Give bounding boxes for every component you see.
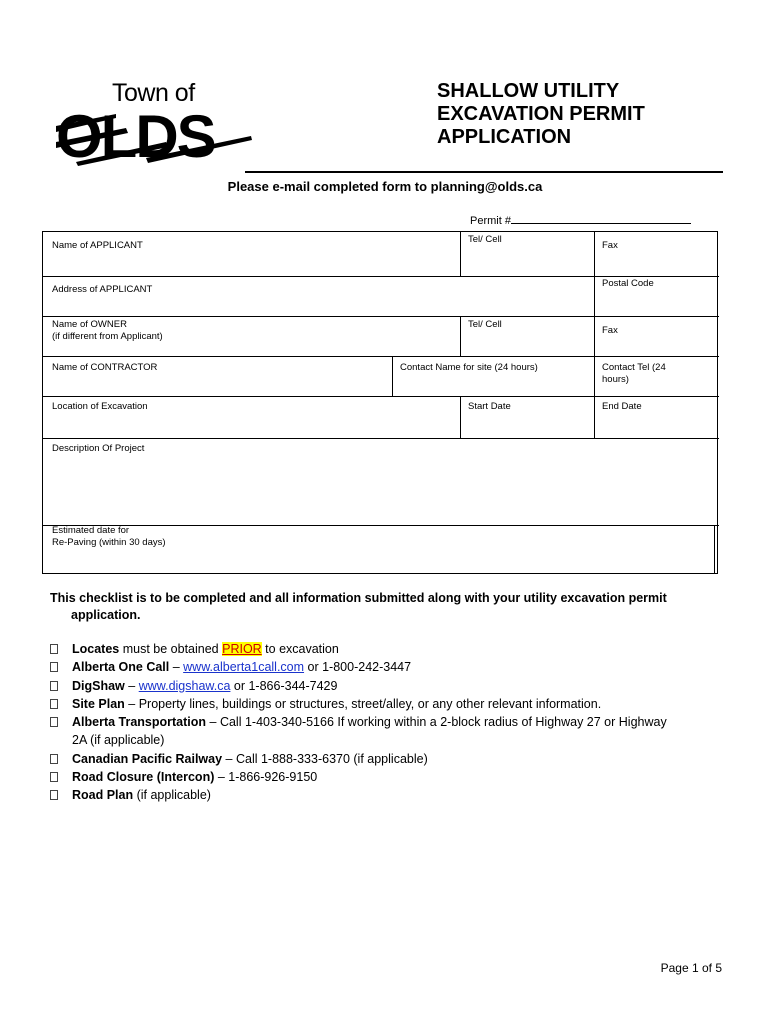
title-line-1: SHALLOW UTILITY [437,80,620,102]
item-text: – 1-866-926-9150 [214,770,318,785]
page-number: Page 1 of 5 [660,961,722,975]
item-text: to excavation [261,642,339,656]
end-date-label: End Date [602,401,642,412]
checkbox[interactable] [50,754,58,764]
col-divider [460,232,461,276]
item-text: – Call 1-888-333-6370 (if applicable) [222,751,428,766]
checkbox[interactable] [50,772,58,782]
start-date-label: Start Date [468,401,511,412]
tel-cell-label: Tel/ Cell [468,319,502,330]
project-description-label: Description Of Project [52,443,145,454]
checkbox[interactable] [50,790,58,800]
checklist-item-alberta-one-call [50,658,750,676]
col-divider [594,276,595,316]
contractor-name-label: Name of CONTRACTOR [52,362,158,373]
requirements-checklist [50,640,750,805]
applicant-address-label: Address of APPLICANT [52,284,153,295]
site-contact-name-label: Contact Name for site (24 hours) [400,362,538,373]
item-text: or 1-866-344-7429 [230,678,338,693]
checkbox[interactable] [50,717,58,727]
item-text: (if applicable) [133,788,211,803]
item-title: Alberta Transportation [72,715,207,730]
row-divider [43,438,719,439]
item-title: DigShaw [72,678,125,693]
town-logo [56,78,256,174]
item-text: – Call 1-403-340-5166 If working within a 2-block radius of Highway 27 or Highway [206,715,667,730]
repaving-line-2: Re-Paving (within 30 days) [52,537,166,548]
title-line-3: APPLICATION [437,126,572,148]
row-divider [43,276,719,277]
contact-tel-line-2: hours) [602,374,629,385]
item-text: – [169,660,184,675]
col-divider [460,396,461,438]
title-line-2: EXCAVATION PERMIT [437,103,645,125]
item-text: must be obtained [119,642,223,656]
contact-tel-line-1: Contact Tel (24 [602,362,666,373]
item-title: Road Plan [72,788,134,803]
checkbox[interactable] [50,644,58,654]
item-title: Road Closure (Intercon) [72,770,215,785]
item-text: – [124,678,139,693]
tel-cell-label: Tel/ Cell [468,234,502,245]
checkbox[interactable] [50,681,58,691]
checklist-item-digshaw [50,677,750,695]
row-divider [43,316,719,317]
checklist-intro [50,590,750,624]
item-text: or 1-800-242-3447 [304,660,412,675]
col-divider [594,356,595,396]
col-divider [714,525,715,573]
digshaw-link[interactable]: www.digshaw.ca [138,678,231,693]
item-title: Canadian Pacific Railway [72,751,223,766]
applicant-name-label: Name of APPLICANT [52,240,143,251]
checkbox[interactable] [50,662,58,672]
col-divider [594,316,595,356]
fax-label: Fax [602,325,618,336]
contact-tel-label [602,362,666,386]
row-divider [43,396,719,397]
owner-note-text: (if different from Applicant) [52,331,163,342]
title-divider [245,171,723,173]
col-divider [594,232,595,276]
permit-label: Permit # [470,215,511,227]
item-title: Locates [72,642,120,656]
checklist-item-site-plan [50,695,750,713]
col-divider [392,356,393,396]
checklist-item-road-plan [50,786,750,804]
checklist-item-road-closure [50,768,750,786]
checklist-item-locates [50,640,750,658]
logo-town-text: Town of [112,79,195,107]
prior-highlight: PRIOR [222,642,262,656]
logo-olds-text: OLDS [56,103,215,170]
item-text: – Property lines, buildings or structures, street/alley, or any other relevant information. [124,696,602,711]
application-form-table [42,231,718,574]
col-divider [460,316,461,356]
checklist-item-alberta-transportation [50,713,750,750]
col-divider [594,396,595,438]
form-title [437,80,645,149]
repaving-line-1: Estimated date for [52,525,130,536]
permit-number-field[interactable] [470,212,691,227]
alberta1call-link[interactable]: www.alberta1call.com [183,660,305,675]
checkbox[interactable] [50,699,58,709]
fax-label: Fax [602,240,618,251]
owner-name-label [52,319,163,343]
checklist-intro-line-2: application. [71,608,141,622]
row-divider [43,356,719,357]
repaving-date-label [52,525,166,549]
owner-name-text: Name of OWNER [52,319,127,330]
checklist-item-cpr [50,750,750,768]
item-title: Alberta One Call [72,660,170,675]
item-text-continued: 2A (if applicable) [72,733,165,748]
excavation-location-label: Location of Excavation [52,401,148,412]
email-notice: Please e-mail completed form to planning@olds.ca [227,179,543,194]
item-title: Site Plan [72,696,125,711]
permit-blank-line[interactable] [511,212,691,224]
checklist-intro-line-1: This checklist is to be completed and all information submitted along with your utility excavation permit [50,591,667,605]
postal-code-label: Postal Code [602,278,654,289]
